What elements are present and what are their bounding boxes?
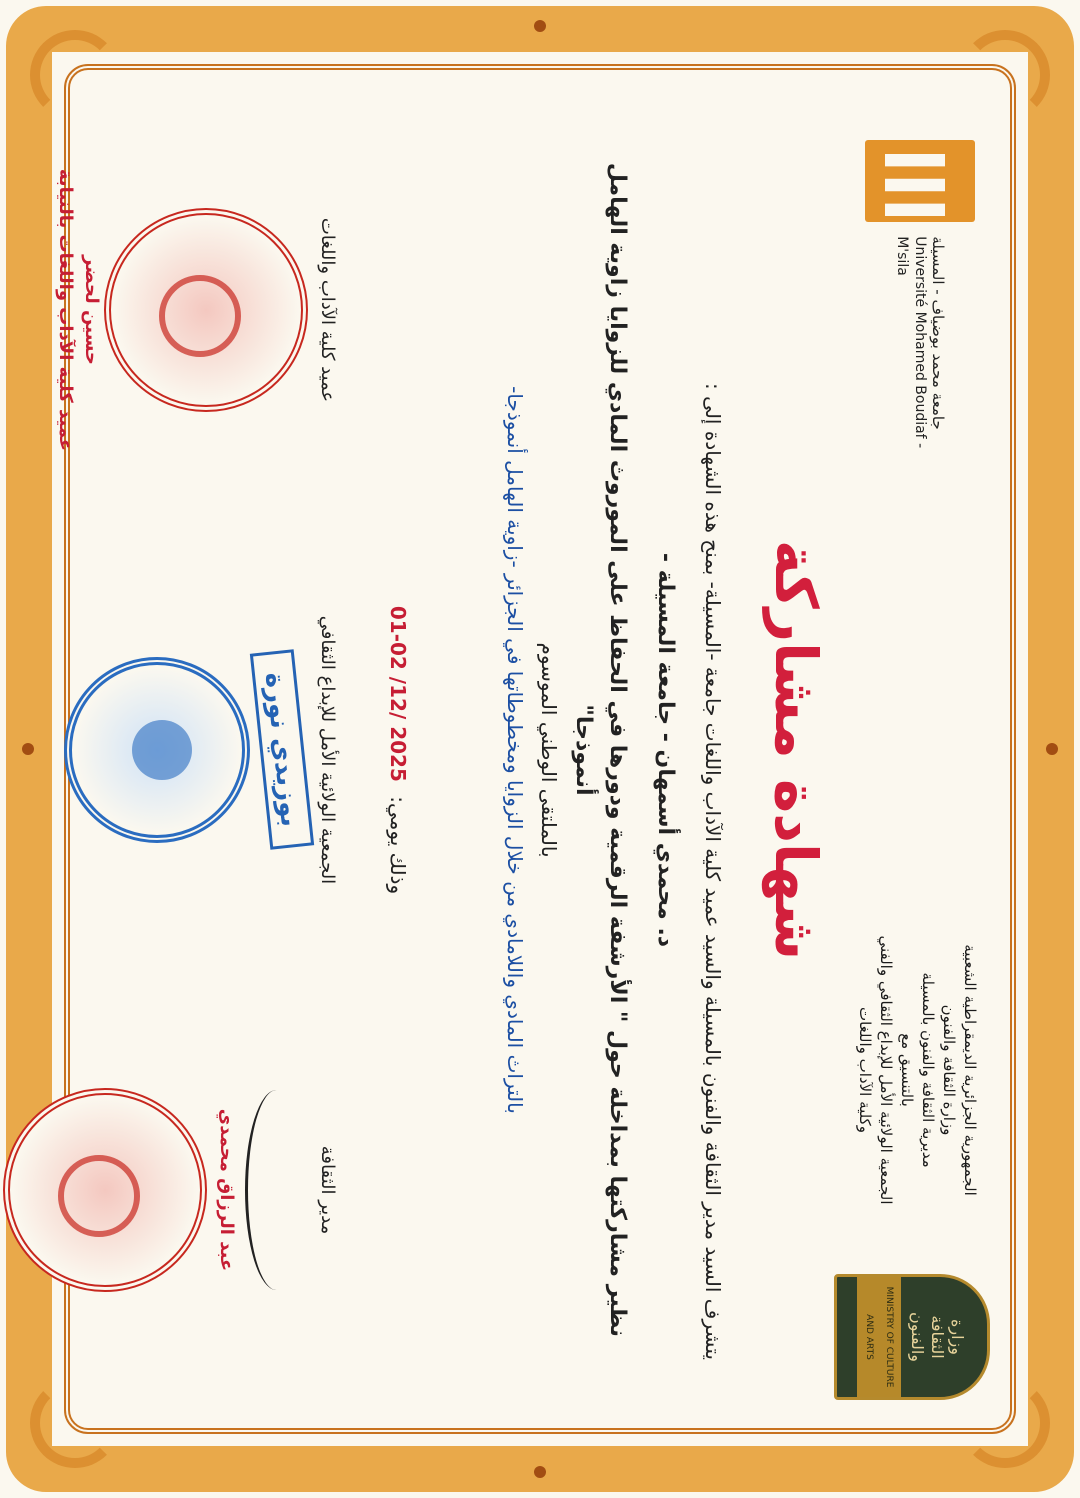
event-date: 01-02 /12/ 2025: [386, 605, 410, 782]
university-name-arabic: جامعة محمد بوضياف - المسيلة: [929, 236, 947, 430]
director-signature-icon: [245, 1090, 308, 1290]
university-name-latin: Université Mohamed Boudiaf - M'sila: [894, 236, 928, 449]
ministry-logo: [834, 1274, 990, 1400]
frame-dot-left: [22, 743, 34, 755]
director-title: مدير الثقافة: [317, 1145, 338, 1235]
event-prefix: بالملتقى الوطني الموسوم: [537, 642, 561, 858]
university-logo: [850, 140, 990, 470]
participation-text: نظير مشاركتها بمداخلة حول " الأرشفة الرقمية ودورها في الحفاظ على الموروث المادي للزوايا زاوية الهامل أنموذجا": [571, 162, 630, 1338]
ministry-logo-word3: والفنون: [908, 1312, 927, 1362]
association-stamp-icon: [64, 657, 250, 843]
dean-subtitle: عميد كلية الآداب واللغات بالنيابة: [55, 168, 76, 452]
recipient-name: د. محمدي أسمهان - جامعة المسيلة -: [653, 552, 678, 948]
header-line-association: الجمعية الولائية الأمل للإبداع الثقافي والفني: [877, 935, 895, 1205]
ministry-logo-word1: وزارة: [948, 1319, 967, 1356]
dean-name: حسين لحضر: [81, 255, 102, 365]
director-name: عبد الرزاق محمدي: [216, 1108, 237, 1272]
frame-dot-right: [1046, 743, 1058, 755]
certificate-title: شهادة مشاركة: [762, 539, 830, 961]
header-line-coordination: بالتنسيق مع: [898, 1033, 916, 1107]
signature-association: [64, 570, 340, 930]
directorate-stamp-icon: [3, 1088, 207, 1292]
header-line-faculty: وكلية الآداب واللغات: [856, 1006, 874, 1134]
header-line-ministry: وزارة الثقافة والفنون: [940, 1004, 958, 1136]
event-title: بالتراث المادي واللامادي من خلال الزوايا ومخطوطاتها في الجزائر -زاوية الهامل أنموذجا-: [503, 386, 527, 1114]
university-emblem-icon: [865, 140, 975, 222]
frame-dot-bottom: [534, 1466, 546, 1478]
ministry-logo-word2: الثقافة: [928, 1315, 947, 1359]
association-name-stamp: بوزيدي نورة: [250, 650, 314, 851]
association-title: الجمعية الولائية الأمل للإبداع الثقافي: [317, 615, 338, 885]
date-line: [386, 100, 410, 1400]
header-block: [854, 900, 980, 1240]
dean-title: عميد كلية الآداب واللغات: [317, 217, 338, 403]
certificate-body: [498, 140, 730, 1360]
faculty-stamp-icon: [104, 208, 308, 412]
date-prefix: وذلك يومي:: [386, 796, 410, 895]
rotated-certificate: [55, 100, 980, 1400]
signature-director: [3, 1010, 340, 1370]
header-line-directorate: مديرية الثقافة والفنون بالمسيلة: [919, 972, 937, 1168]
certificate-content: [55, 80, 1000, 1420]
signature-dean: [52, 130, 340, 490]
ministry-logo-band: MINISTRY OF CULTURE AND ARTS: [857, 1277, 901, 1397]
header-line-republic: الجمهورية الجزائرية الديمقراطية الشعبية: [961, 944, 979, 1196]
intro-text: يتشرف السيد مدير الثقافة والفنون بالمسيلة والسيد عميد كلية الآداب واللغات جامعة -المسيلة- بمنح هذه الشهادة إلى :: [701, 383, 725, 1360]
frame-dot-top: [534, 20, 546, 32]
